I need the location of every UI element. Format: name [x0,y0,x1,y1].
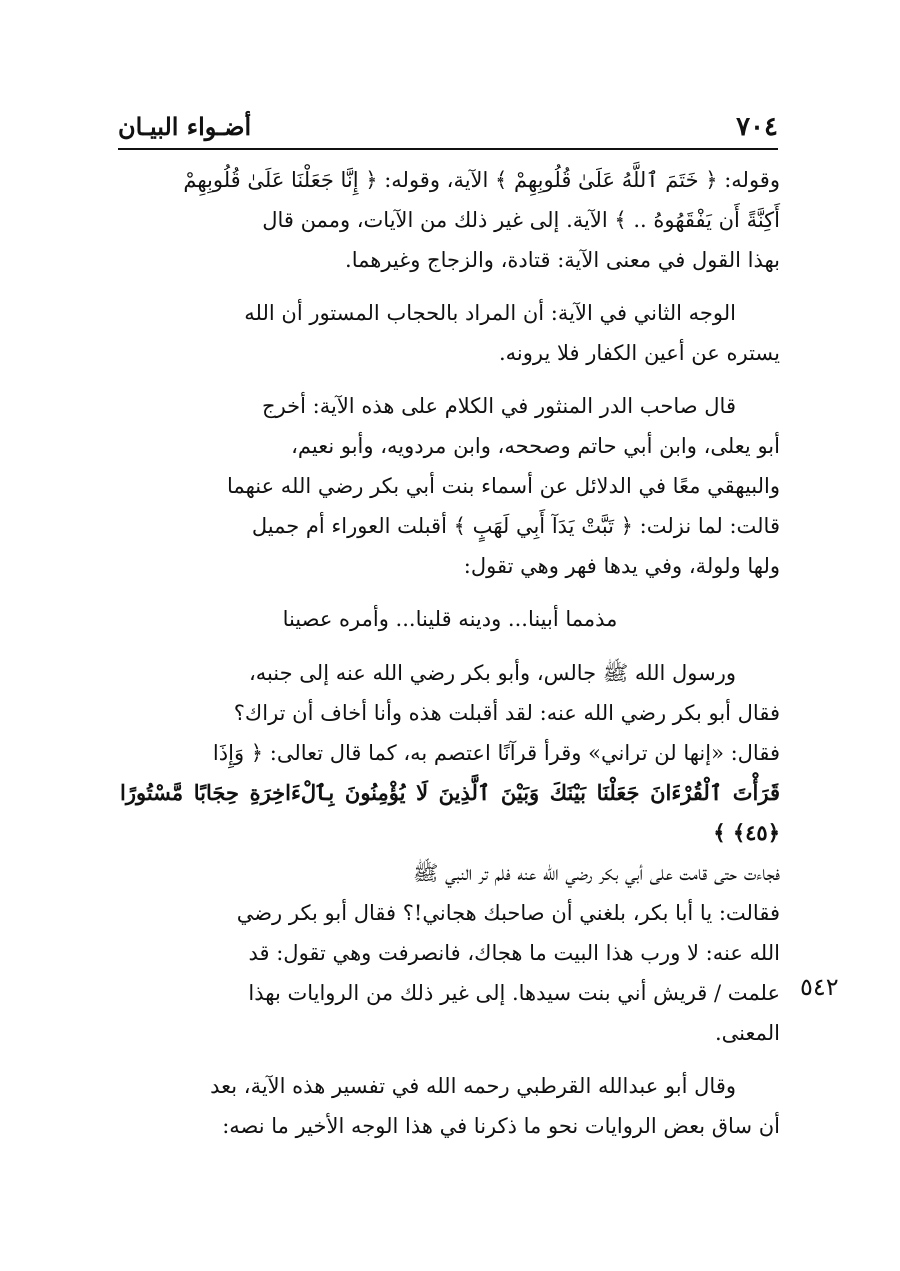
header-divider [118,148,778,150]
text-line: المعنى. [714,1021,780,1045]
paragraph [120,160,780,280]
text-line: قالت: لما نزلت: ﴿ تَبَّتْ يَدَآ أَبِي لَهَبٍ ﴾ أقبلت العوراء أم جميل [251,514,780,538]
text-line: ولها ولولة، وفي يدها فهر وهي تقول: [463,554,780,578]
text-line: بهذا القول في معنى الآية: قتادة، والزجاج وغيرهما. [345,248,780,272]
paragraph [120,1066,780,1146]
text-line: الوجه الثاني في الآية: أن المراد بالحجاب المستور أن الله [244,301,736,325]
text-line: والبيهقي معًا في الدلائل عن أسماء بنت أبي بكر رضي الله عنهما [227,474,780,498]
book-title: أضـواء البيـان [118,112,252,141]
text-line: فقالت: يا أبا بكر، بلغني أن صاحبك هجاني!؟ فقال أبو بكر رضي [236,901,780,925]
paragraph [120,386,780,586]
quran-verse-line: قَرَأْتَ ٱلْقُرْءَانَ جَعَلْنَا بَيْنَكَ وَبَيْنَ ٱلَّذِينَ لَا يُؤْمِنُونَ بِٱلْءَاخِرَةِ حِجَابًا مَّسْتُورًا ﴿٤٥﴾ ﴾ [120,780,780,845]
text-line: فجاءت حتى قامت على أبي بكر رضي الله عنه فلم تر النبي ﷺ [412,861,780,885]
text-line: فقال أبو بكر رضي الله عنه: لقد أقبلت هذه وأنا أخاف أن تراك؟ [233,701,780,725]
text-line: فقال: «إنها لن تراني» وقرأ قرآنًا اعتصم به، كما قال تعالى: ﴿ وَإِذَا [212,741,780,765]
text-line: أبو يعلى، وابن أبي حاتم وصححه، وابن مردويه، وأبو نعيم، [291,434,780,458]
text-line: وقال أبو عبدالله القرطبي رحمه الله في تفسير هذه الآية، بعد [210,1074,736,1098]
page-header [118,108,778,148]
text-line: أَكِنَّةً أَن يَفْقَهُوهُ .. ﴾ الآية. إلى غير ذلك من الآيات، وممن قال [262,208,780,232]
page-number: ٧٠٤ [736,112,778,142]
page-body [120,160,780,1159]
text-line: ورسول الله ﷺ جالس، وأبو بكر رضي الله عنه إلى جنبه، [248,661,736,685]
paragraph [120,653,780,1053]
text-line: قال صاحب الدر المنثور في الكلام على هذه الآية: أخرج [262,394,736,418]
text-line: الله عنه: لا ورب هذا البيت ما هجاك، فانصرفت وهي تقول: قد [248,941,780,965]
text-line: علمت / قريش أني بنت سيدها. إلى غير ذلك من الروايات بهذا [248,981,780,1005]
text-line: وقوله: ﴿ خَتَمَ ٱللَّهُ عَلَىٰ قُلُوبِهِمْ ﴾ الآية، وقوله: ﴿ إِنَّا جَعَلْنَا عَلَىٰ قُلُوبِهِمْ [183,168,780,192]
text-line: يستره عن أعين الكفار فلا يرونه. [499,341,780,365]
text-line: أن ساق بعض الروايات نحو ما ذكرنا في هذا الوجه الأخير ما نصه: [222,1114,780,1138]
poetry-verse: مذمما أبينا... ودينه قلينا... وأمره عصينا [282,607,618,631]
margin-page-marker: ٥٤٢ [800,973,839,1001]
paragraph [120,293,780,373]
